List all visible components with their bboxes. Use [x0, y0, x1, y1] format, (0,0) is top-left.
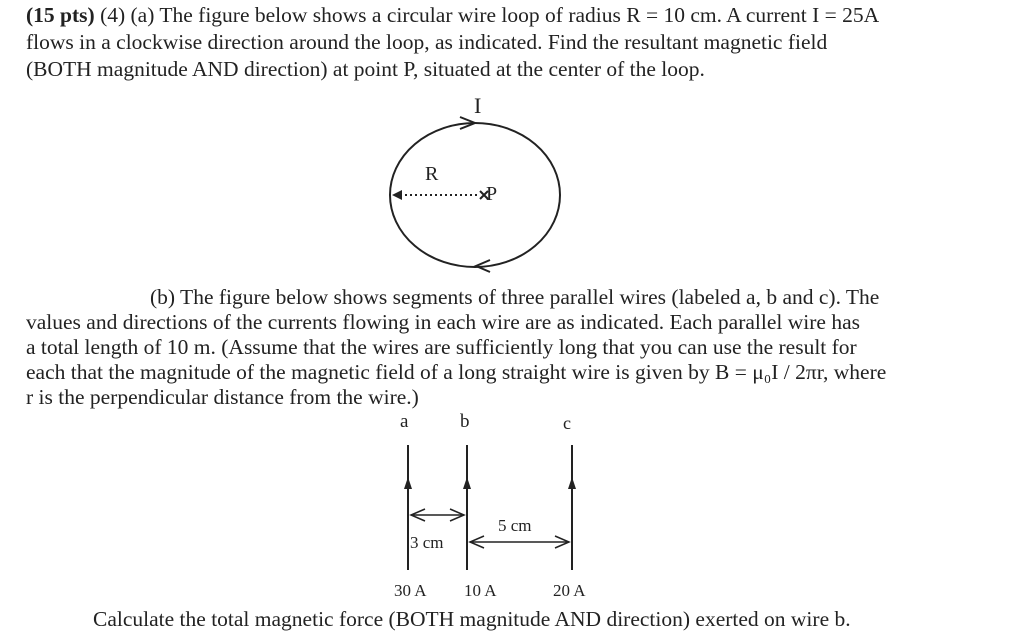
part-b-line-4: each that the magnitude of the magnetic field of a long straight wire is given by B = μ₀I / 2πr, where [26, 360, 887, 384]
part-a-line-1-text: (4) (a) The figure below shows a circular wire loop of radius R = 10 cm. A current I = 25A [94, 3, 880, 27]
radius-arrowhead [392, 190, 402, 200]
parallel-wires-figure [380, 405, 600, 605]
wire-c-label: c [563, 413, 571, 433]
part-b-line-2: values and directions of the currents flowing in each wire are as indicated. Each parallel wire has [26, 310, 860, 334]
point-label: P [486, 183, 498, 205]
points-label: (15 pts) [26, 3, 95, 27]
gap-ab-label: 3 cm [410, 533, 444, 552]
part-b-line-1: (b) The figure below shows segments of three parallel wires (labeled a, b and c). The [150, 285, 880, 309]
wire-b-label: b [460, 411, 470, 432]
wire-b-arrow [463, 477, 471, 489]
circular-loop-figure [380, 88, 580, 283]
current-a-label: 30 A [394, 581, 427, 600]
current-c-label: 20 A [553, 581, 586, 600]
part-b-line-3: a total length of 10 m. (Assume that the wires are sufficiently long that you can use the result for [26, 335, 857, 359]
gap-bc-label: 5 cm [498, 516, 532, 535]
current-b-label: 10 A [464, 581, 497, 600]
wire-a-arrow [404, 477, 412, 489]
part-b-line-5: r is the perpendicular distance from the wire.) [26, 385, 419, 409]
wire-a-label: a [400, 411, 409, 432]
current-label: I [474, 93, 482, 118]
part-a-line-1 [26, 3, 879, 28]
radius-label: R [425, 163, 439, 185]
wire-c-arrow [568, 477, 576, 489]
part-a-line-2: flows in a clockwise direction around the loop, as indicated. Find the resultant magnetic field [26, 30, 828, 54]
part-a-line-3: (BOTH magnitude AND direction) at point P, situated at the center of the loop. [26, 57, 705, 81]
question-b: Calculate the total magnetic force (BOTH magnitude AND direction) exerted on wire b. [93, 607, 851, 631]
